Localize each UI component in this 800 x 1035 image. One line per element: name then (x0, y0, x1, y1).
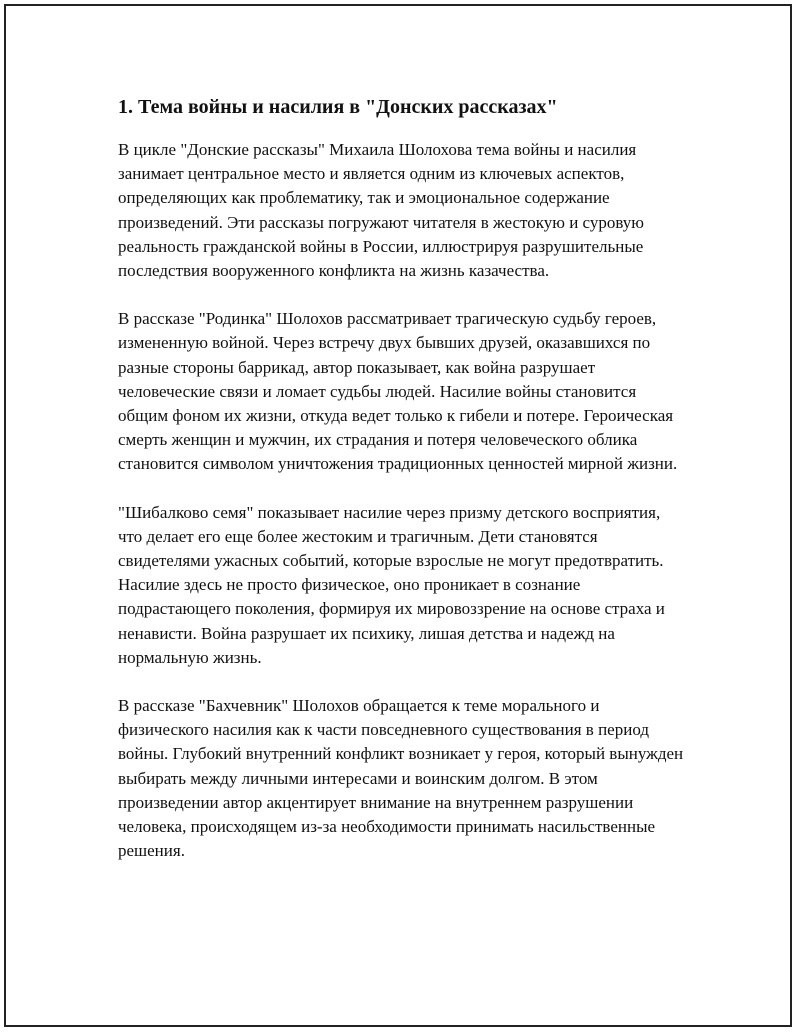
paragraph-shibalkovo-semya: "Шибалково семя" показывает насилие через призму детского восприятия, что делает его еще более жестоким и трагичным. Дети становятся свидетелями ужасных событий, которые взрослые не могут предотвратить. Насилие здесь не просто физическое, оно проникает в сознание подрастающего поколения, формируя их мировоззрение на основе страха и ненависти. Война разрушает их психику, лишая детства и надежд на нормальную жизнь. (118, 502, 665, 667)
section-heading: 1. Тема войны и насилия в "Донских рассказах" (118, 96, 558, 118)
paragraph-bakhchevnik: В рассказе "Бахчевник" Шолохов обращается к теме морального и физического насилия как к части повседневного существования в период войны. Глубокий внутренний конфликт возникает у героя, который вынужден выбирать между личными интересами и воинским долгом. В этом произведении автор акцентирует внимание на внутреннем разрушении человека, происходящем из-за необходимости принимать насильственные решения. (118, 696, 684, 861)
document-body (118, 94, 688, 887)
paragraph-rodinka: В рассказе "Родинка" Шолохов рассматривает трагическую судьбу героев, измененную войной. Через встречу двух бывших друзей, оказавшихся по разные стороны баррикад, автор показывает, как война разрушает человеческие связи и ломает судьбы людей. Насилие войны становится общим фоном их жизни, откуда ведет только к гибели и потере. Героическая смерть женщин и мужчин, их страдания и потеря человеческого облика становится символом уничтожения традиционных ценностей мирной жизни. (118, 309, 678, 474)
paragraph-intro: В цикле "Донские рассказы" Михаила Шолохова тема войны и насилия занимает центральное место и является одним из ключевых аспектов, определяющих как проблематику, так и эмоциональное содержание произведений. Эти рассказы погружают читателя в жестокую и суровую реальность гражданской войны в России, иллюстрируя разрушительные последствия вооруженного конфликта на жизнь казачества. (118, 140, 645, 281)
